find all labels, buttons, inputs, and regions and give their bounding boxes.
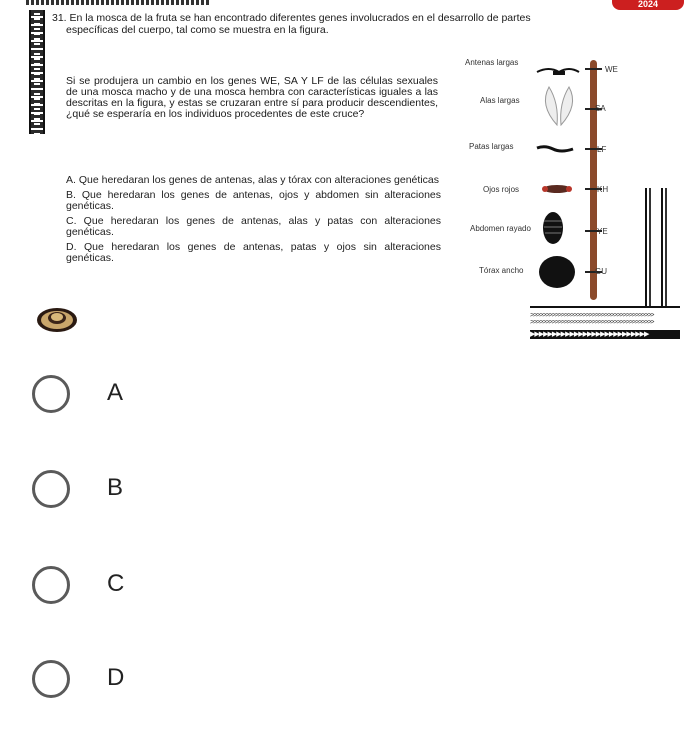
decorative-bottom-bar: ▶▶▶▶▶▶▶▶▶▶▶▶▶▶▶▶▶▶▶▶▶▶▶▶▶▶▶	[530, 330, 680, 339]
option-b-text: B. Que heredaran los genes de antenas, ojos y abdomen sin alteraciones genéticas.	[66, 189, 441, 212]
option-a-text: A. Que heredaran los genes de antenas, alas y tórax con alteraciones genéticas	[66, 174, 439, 186]
question-stem: Si se produjera un cambio en los genes WE, SA Y LF de las células sexuales de una mosca macho y de una mosca hembra con características iguales a las descritas en la figura, y estas se cruzaran entre sí para producir descendientes, ¿qué se esperaría en los individuos procedentes de este cruce?	[66, 75, 438, 120]
radio-d[interactable]	[32, 660, 70, 698]
decorative-right-border	[645, 188, 677, 306]
gene-we: WE	[605, 65, 618, 74]
chromosome	[590, 60, 597, 300]
radio-c[interactable]	[32, 566, 70, 604]
sombrero-icon	[36, 303, 78, 333]
antennae-icon	[535, 63, 581, 77]
option-c-text: C. Que heredaran los genes de antenas, alas y patas con alteraciones genéticas.	[66, 215, 441, 238]
radio-a[interactable]	[32, 375, 70, 413]
thorax-icon	[537, 254, 577, 290]
gene-lf: LF	[597, 145, 607, 154]
question-line-1: 31. En la mosca de la fruta se han encontrado diferentes genes involucrados en el desarrollo de partes	[52, 12, 531, 24]
question-image	[0, 0, 695, 345]
trait-label-eyes: Ojos rojos	[483, 185, 520, 194]
answer-option-a[interactable]	[30, 375, 330, 425]
decorative-arrow-row: >>>>>>>>>>>>>>>>>>>>>>>>>>>>>>>>>>>>>>>>	[530, 313, 654, 319]
gene-sa: SA	[595, 104, 606, 113]
gene-kh: KH	[597, 185, 609, 194]
decorative-corner-line	[530, 306, 680, 308]
trait-label-legs: Patas largas	[469, 142, 514, 151]
answer-label-c: C	[107, 570, 125, 597]
gene-figure	[455, 55, 635, 300]
decorative-arrow-row: >>>>>>>>>>>>>>>>>>>>>>>>>>>>>>>>>>>>>>>>	[530, 320, 654, 326]
question-line-2: específicas del cuerpo, tal como se muestra en la figura.	[66, 24, 329, 36]
answer-label-b: B	[107, 474, 124, 501]
gene-band	[585, 68, 602, 70]
answer-option-b[interactable]	[30, 470, 330, 520]
answer-label-a: A	[107, 379, 124, 406]
answer-option-d[interactable]	[30, 660, 330, 710]
trait-label-wings: Alas largas	[480, 96, 520, 105]
trait-label-abdomen: Abdomen rayado	[470, 224, 531, 233]
year-badge: 2024	[612, 0, 684, 10]
option-d-text: D. Que heredaran los genes de antenas, patas y ojos sin alteraciones genéticas.	[66, 241, 441, 264]
abdomen-icon	[541, 211, 565, 245]
eyes-icon	[539, 183, 575, 195]
options-list	[66, 175, 441, 268]
gene-ye: YE	[597, 227, 608, 236]
radio-b[interactable]	[32, 470, 70, 508]
leg-icon	[535, 143, 575, 155]
wings-icon	[537, 85, 581, 129]
answer-option-c[interactable]	[30, 566, 330, 616]
decorative-top-stripe	[26, 0, 211, 5]
decorative-left-border	[29, 10, 45, 134]
trait-label-antennae: Antenas largas	[465, 58, 519, 67]
trait-label-thorax: Tórax ancho	[479, 266, 524, 275]
gene-gu: GU	[595, 267, 607, 276]
answer-label-d: D	[107, 664, 125, 691]
